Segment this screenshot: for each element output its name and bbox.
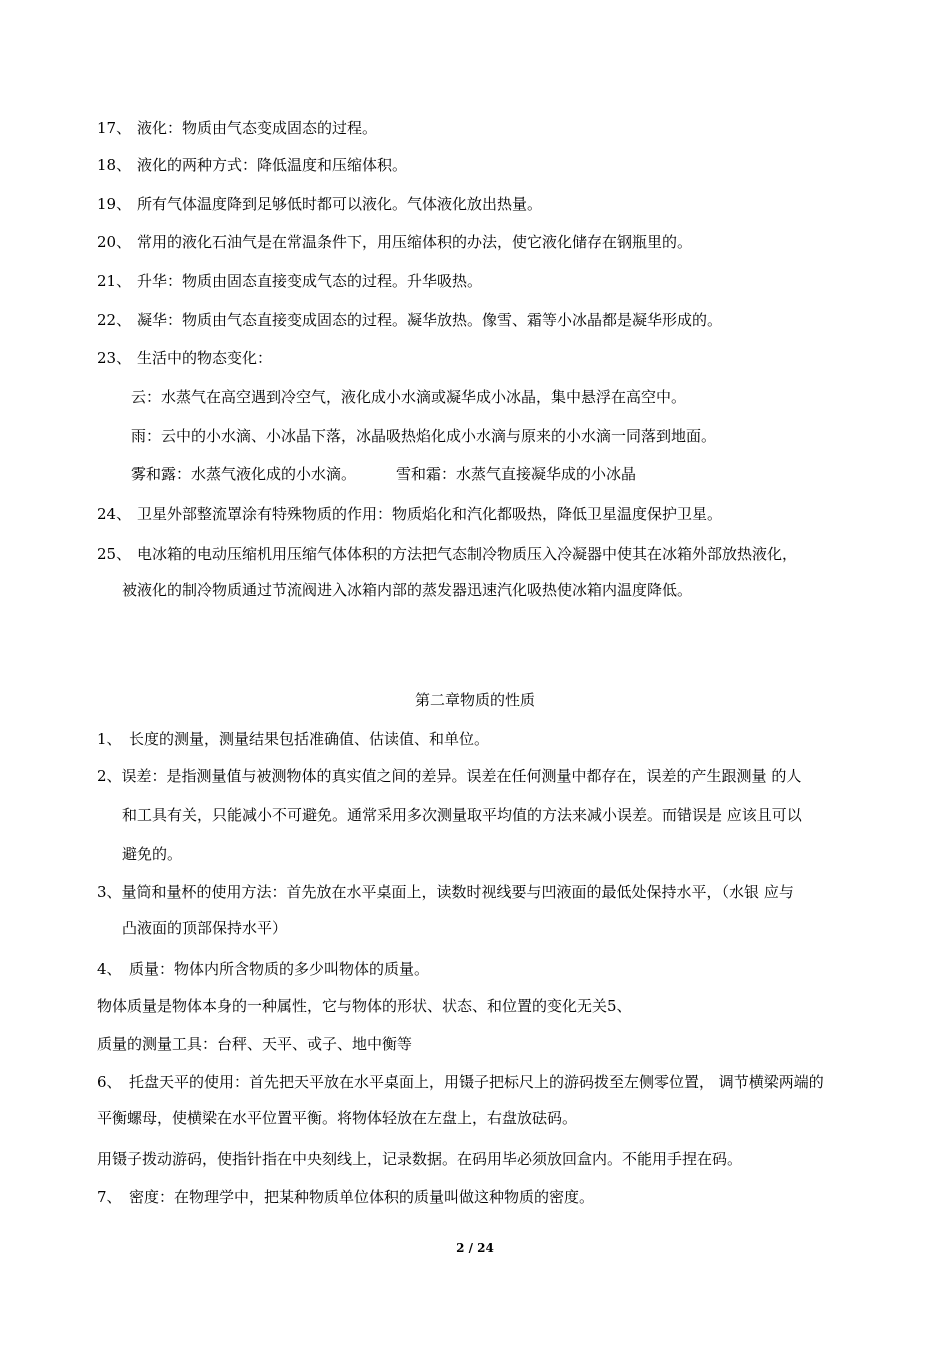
list-item-continuation: 被液化的制冷物质通过节流阀进入冰箱内部的蒸发器迅速汽化吸热使冰箱内温度降低。 xyxy=(122,581,693,599)
list-item xyxy=(97,232,692,252)
item-number: 24、 xyxy=(97,505,132,523)
sub-item-rain: 雨：云中的小水滴、小冰晶下落，冰晶吸热焰化成小水滴与原来的小水滴一同落到地面。 xyxy=(131,427,717,445)
list-item xyxy=(97,729,489,749)
sub-item-fog-dew xyxy=(131,464,636,484)
item-text: 密度：在物理学中，把某种物质单位体积的质量叫做这种物质的密度。 xyxy=(129,1188,595,1206)
list-item-continuation: 凸液面的顶部保持水平） xyxy=(122,919,288,937)
chapter-title: 第二章物质的性质 xyxy=(414,691,535,709)
item-number: 23、 xyxy=(97,349,132,367)
item-text: 电冰箱的电动压缩机用压缩气体体积的方法把气态制冷物质压入冷凝器中使其在冰箱外部放热液化， xyxy=(137,545,798,563)
list-item xyxy=(97,310,722,330)
list-item xyxy=(97,544,797,564)
item-text: 所有气体温度降到足够低时都可以液化。气体液化放出热量。 xyxy=(137,195,543,213)
item-number: 25、 xyxy=(97,545,132,563)
item-text: 凝华：物质由气态直接变成固态的过程。凝华放热。像雪、霜等小冰晶都是凝华形成的。 xyxy=(137,311,723,329)
list-item xyxy=(97,348,272,368)
item-text: 长度的测量，测量结果包括准确值、估读值、和单位。 xyxy=(129,730,490,748)
list-item xyxy=(97,118,377,138)
item-text: 升华：物质由固态直接变成气态的过程。升华吸热。 xyxy=(137,272,483,290)
item-text: 质量：物体内所含物质的多少叫物体的质量。 xyxy=(129,960,430,978)
item-number: 17、 xyxy=(97,119,132,137)
page-indicator: 2 / 24 xyxy=(456,1241,494,1255)
sub-item-fog: 雾和露：水蒸气液化成的小水滴。 xyxy=(131,465,357,483)
item-text: 液化：物质由气态变成固态的过程。 xyxy=(137,119,378,137)
list-item-continuation: 平衡螺母，使横梁在水平位置平衡。将物体轻放在左盘上，右盘放砝码。 xyxy=(97,1109,578,1127)
list-item xyxy=(97,271,482,291)
sub-item-snow: 雪和霜：水蒸气直接凝华成的小冰晶 xyxy=(396,465,637,483)
item-number: 6、 xyxy=(97,1073,122,1091)
paragraph: 质量的测量工具：台秤、天平、戓子、地中衡等 xyxy=(97,1035,413,1053)
list-item: 2、误差：是指测量值与被测物体的真实值之间的差异。误差在任何测量中都存在，误差的产生跟测量 的人 xyxy=(97,767,802,785)
paragraph: 物体质量是物体本身的一种属性，它与物体的形状、状态、和位置的变化无关5、 xyxy=(97,997,632,1015)
list-item: 3、量筒和量杯的使用方法：首先放在水平桌面上，读数时视线要与凹液面的最低处保持水平，（水银 应与 xyxy=(97,883,794,901)
item-number: 22、 xyxy=(97,311,132,329)
list-item xyxy=(97,155,407,175)
item-text: 卫星外部整流罩涂有特殊物质的作用：物质焰化和汽化都吸热，降低卫星温度保护卫星。 xyxy=(137,505,723,523)
item-number: 20、 xyxy=(97,233,132,251)
item-number: 18、 xyxy=(97,156,132,174)
item-text: 液化的两种方式：降低温度和压缩体积。 xyxy=(137,156,408,174)
item-number: 7、 xyxy=(97,1188,122,1206)
list-item-continuation: 和工具有关，只能减小不可避免。通常采用多次测量取平均值的方法来减小误差。而错误是 应该且可以 xyxy=(122,806,802,824)
item-number: 4、 xyxy=(97,960,122,978)
item-text: 生活中的物态变化： xyxy=(137,349,273,367)
list-item-continuation: 避免的。 xyxy=(122,845,183,863)
sub-item-cloud: 云：水蒸气在高空遇到冷空气，液化成小水滴或凝华成小冰晶，集中悬浮在高空中。 xyxy=(131,388,687,406)
item-number: 1、 xyxy=(97,730,122,748)
list-item xyxy=(97,194,542,214)
item-text: 常用的液化石油气是在常温条件下，用压缩体积的办法，使它液化储存在钢瓶里的。 xyxy=(137,233,693,251)
list-item xyxy=(97,1187,594,1207)
item-number: 21、 xyxy=(97,272,132,290)
list-item xyxy=(97,959,429,979)
paragraph: 用镊子拨动游码，使指针指在中央刻线上，记录数据。在码用毕必须放回盒内。不能用手捏在码。 xyxy=(97,1150,743,1168)
item-number: 19、 xyxy=(97,195,132,213)
list-item xyxy=(97,504,722,524)
list-item xyxy=(97,1072,824,1092)
item-text: 托盘天平的使用：首先把天平放在水平桌面上，用镊子把标尺上的游码拨至左侧零位置， 调节横梁两端的 xyxy=(129,1073,824,1091)
